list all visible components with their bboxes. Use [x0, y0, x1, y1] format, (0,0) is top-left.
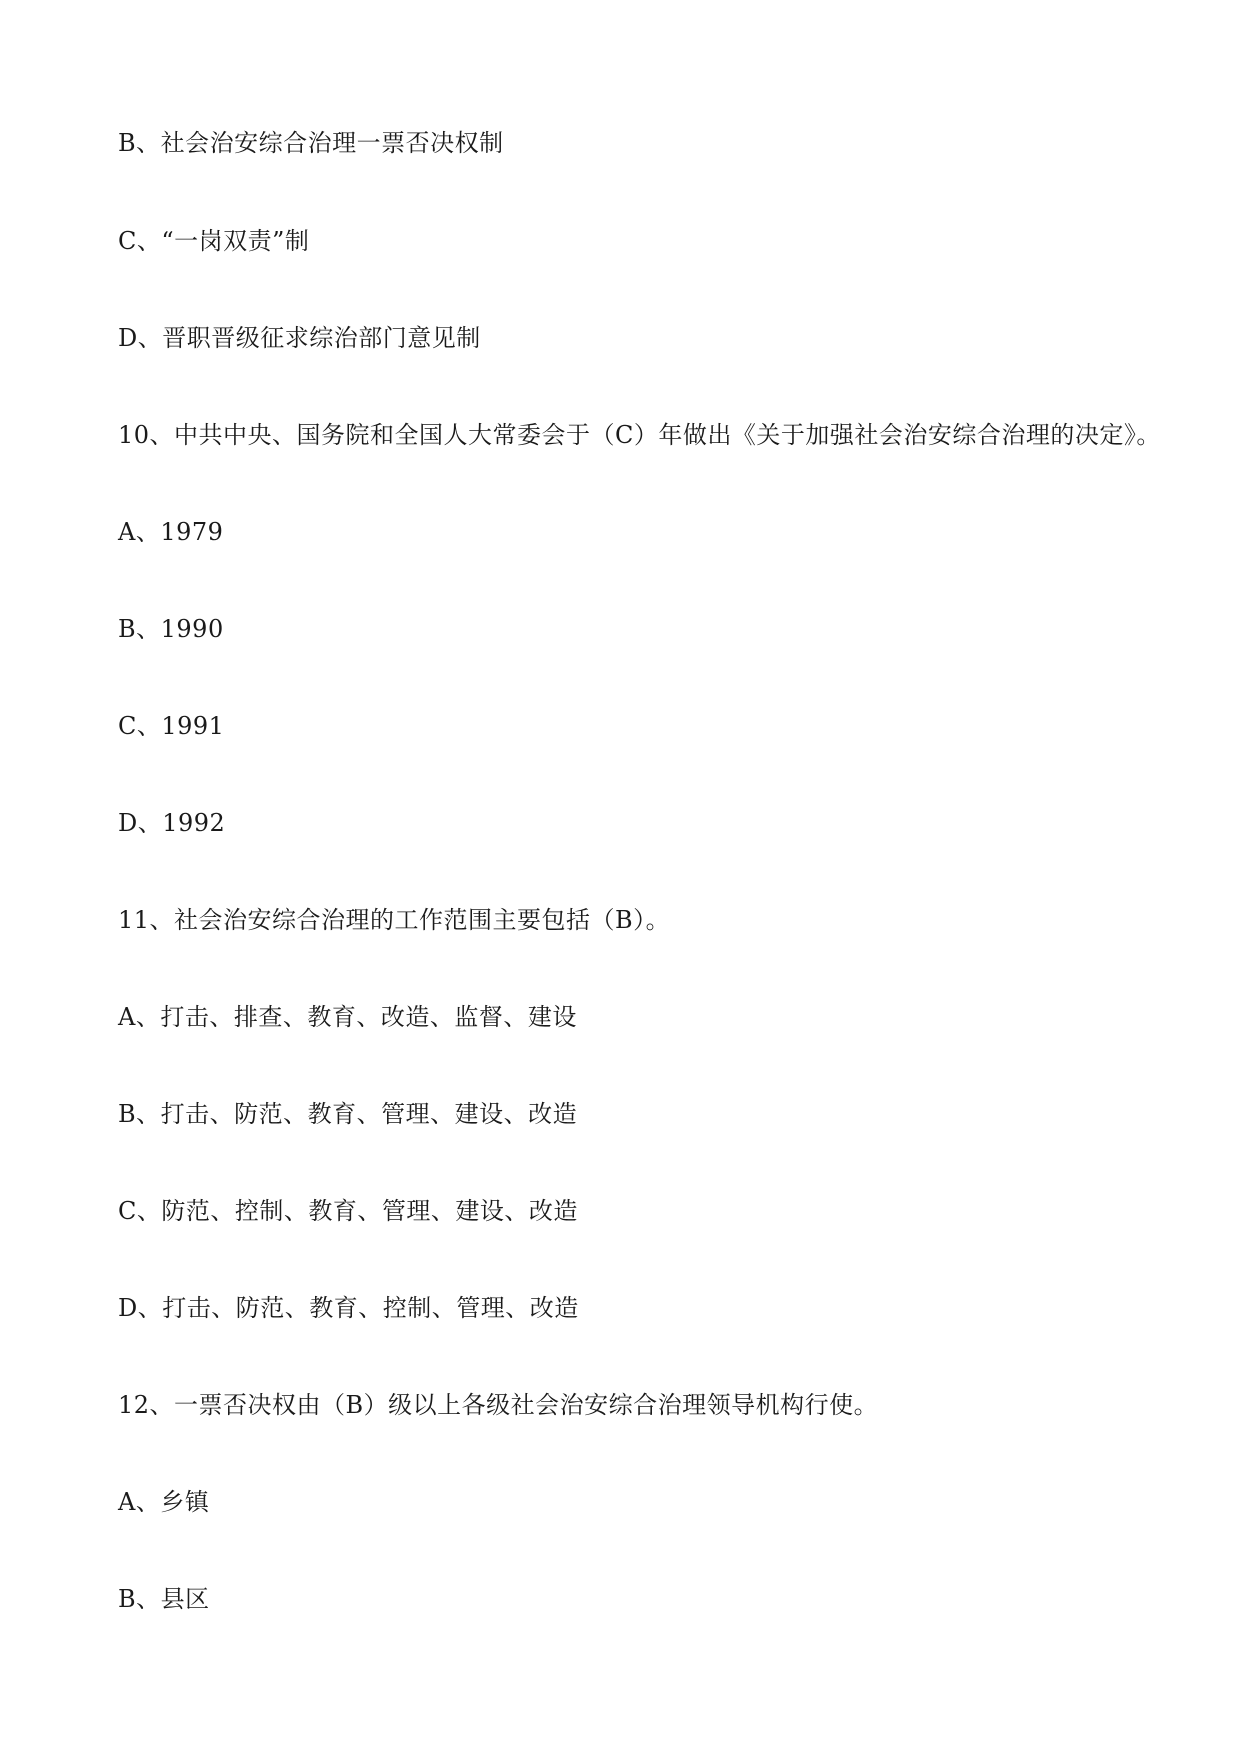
question-10: 10、中共中央、国务院和全国人大常委会于（C）年做出《关于加强社会治安综合治理的决定》。 [118, 421, 1161, 449]
option-11c: C、防范、控制、教育、管理、建设、改造 [118, 1197, 578, 1225]
option-11a: A、打击、排查、教育、改造、监督、建设 [118, 1003, 577, 1031]
option-12b: B、县区 [118, 1585, 210, 1613]
option-9d: D、晋职晋级征求综治部门意见制 [118, 324, 481, 352]
option-11d: D、打击、防范、教育、控制、管理、改造 [118, 1294, 579, 1322]
question-12: 12、一票否决权由（B）级以上各级社会治安综合治理领导机构行使。 [118, 1391, 879, 1419]
option-9b: B、社会治安综合治理一票否决权制 [118, 129, 504, 157]
option-10c: C、1991 [118, 712, 225, 740]
question-11: 11、社会治安综合治理的工作范围主要包括（B）。 [118, 906, 671, 934]
option-10b: B、1990 [118, 615, 224, 643]
option-11b: B、打击、防范、教育、管理、建设、改造 [118, 1100, 578, 1128]
option-10a: A、1979 [118, 518, 224, 546]
option-12a: A、乡镇 [118, 1488, 210, 1516]
option-9c: C、“一岗双责”制 [118, 227, 310, 255]
option-10d: D、1992 [118, 809, 226, 837]
